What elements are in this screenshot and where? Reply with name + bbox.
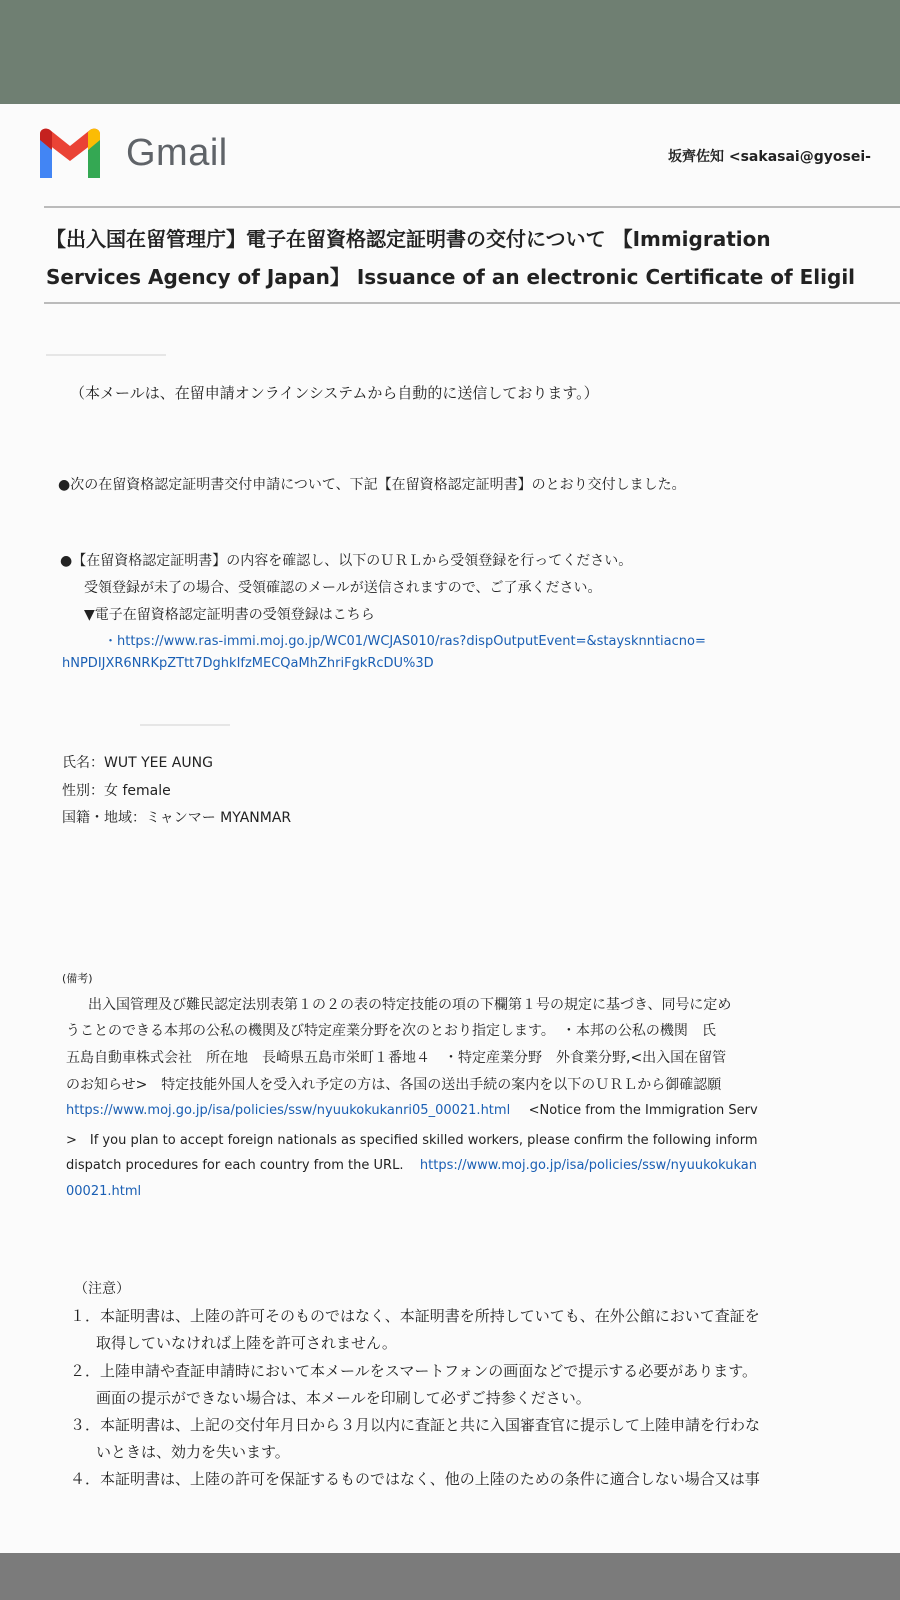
register-heading: ▼電子在留資格認定証明書の受領登録はこちら — [84, 607, 375, 623]
scan-mark — [140, 724, 230, 726]
divider — [44, 206, 900, 208]
note-item-cont: いときは、効力を失います。 — [96, 1443, 290, 1461]
remarks-line: のお知らせ> 特定技能外国人を受入れ予定の方は、各国の送出手続の案内を以下のＵＲＬから御確認願 — [66, 1077, 722, 1093]
bottom-background — [0, 1553, 900, 1600]
confirm-instruction: ●【在留資格認定証明書】の内容を確認し、以下のＵＲＬから受領登録を行ってください。 — [60, 553, 633, 569]
scan-mark — [46, 354, 166, 356]
register-link[interactable]: ・https://www.ras-immi.moj.go.jp/WC01/WCJAS010/ras?dispOutputEvent=&staysknntiacno= — [104, 634, 706, 649]
divider — [44, 302, 900, 304]
issued-notice: ●次の在留資格認定証明書交付申請について、下記【在留資格認定証明書】のとおり交付しました。 — [58, 477, 686, 493]
confirm-note: 受領登録が未了の場合、受領確認のメールが送信されますので、ご了承ください。 — [84, 580, 602, 596]
note-item-cont: 取得していなければ上陸を許可されません。 — [96, 1334, 397, 1352]
remarks-line: 出入国管理及び難民認定法別表第１の２の表の特定技能の項の下欄第１号の規定に基づき、同号に定め — [88, 997, 732, 1013]
applicant-sex: 性別：女 female — [62, 783, 171, 799]
note-item: ２．上陸申請や査証申請時において本メールをスマートフォンの画面などで提示する必要があります。 — [70, 1362, 758, 1380]
remarks-line: > If you plan to accept foreign nationals as specified skilled workers, please confirm the following inform — [66, 1133, 758, 1148]
notes-heading: （注意） — [74, 1281, 130, 1297]
register-link-cont[interactable]: hNPDIJXR6NRKpZTtt7DghkIfzMECQaMhZhriFgkRcDU%3D — [62, 656, 434, 671]
note-item-cont: 画面の提示ができない場合は、本メールを印刷して必ずご持参ください。 — [96, 1389, 591, 1407]
dispatch-text: dispatch procedures for each country from the URL. — [66, 1158, 404, 1173]
ssw-link[interactable]: https://www.moj.go.jp/isa/policies/ssw/nyuukokukanri05_00021.html — [66, 1103, 511, 1118]
gmail-brand: Gmail — [126, 132, 228, 174]
email-subject — [46, 220, 855, 296]
ssw-link-2-cont[interactable]: 00021.html — [66, 1184, 142, 1199]
ssw-link-2[interactable]: https://www.moj.go.jp/isa/policies/ssw/nyuukokukan — [419, 1158, 757, 1173]
gmail-logo-icon — [36, 128, 104, 182]
applicant-nationality: 国籍・地域：ミャンマー MYANMAR — [62, 810, 292, 826]
top-background — [0, 0, 900, 106]
remarks-line — [66, 1102, 758, 1118]
auto-send-note: （本メールは、在留申請オンラインシステムから自動的に送信しております。） — [70, 384, 599, 402]
subject-line-2: Services Agency of Japan】 Issuance of an electronic Certificate of Eligil — [46, 265, 856, 289]
applicant-name: 氏名：WUT YEE AUNG — [62, 755, 213, 771]
remarks-line — [66, 1157, 757, 1173]
email-printout — [0, 104, 900, 1555]
remarks-heading: (備考) — [62, 972, 93, 985]
note-item: １．本証明書は、上陸の許可そのものではなく、本証明書を所持していても、在外公館において査証を — [70, 1307, 760, 1325]
sender-address: 坂齊佐知 <sakasai@gyosei- — [668, 149, 871, 165]
subject-line-1: 【出入国在留管理庁】電子在留資格認定証明書の交付について 【Immigration — [46, 227, 771, 251]
remarks-line: うことのできる本邦の公私の機関及び特定産業分野を次のとおり指定します。 ・本邦の公私の機関 氏 — [66, 1023, 716, 1039]
note-item: ４．本証明書は、上陸の許可を保証するものではなく、他の上陸のための条件に適合しない場合又は事 — [70, 1470, 760, 1488]
remarks-line: 五島自動車株式会社 所在地 長崎県五島市栄町１番地４ ・特定産業分野 外食業分野,<出入国在留管 — [66, 1050, 727, 1066]
note-item: ３．本証明書は、上記の交付年月日から３月以内に査証と共に入国審査官に提示して上陸申請を行わな — [70, 1416, 761, 1434]
notice-text: <Notice from the Immigration Serv — [528, 1103, 758, 1118]
